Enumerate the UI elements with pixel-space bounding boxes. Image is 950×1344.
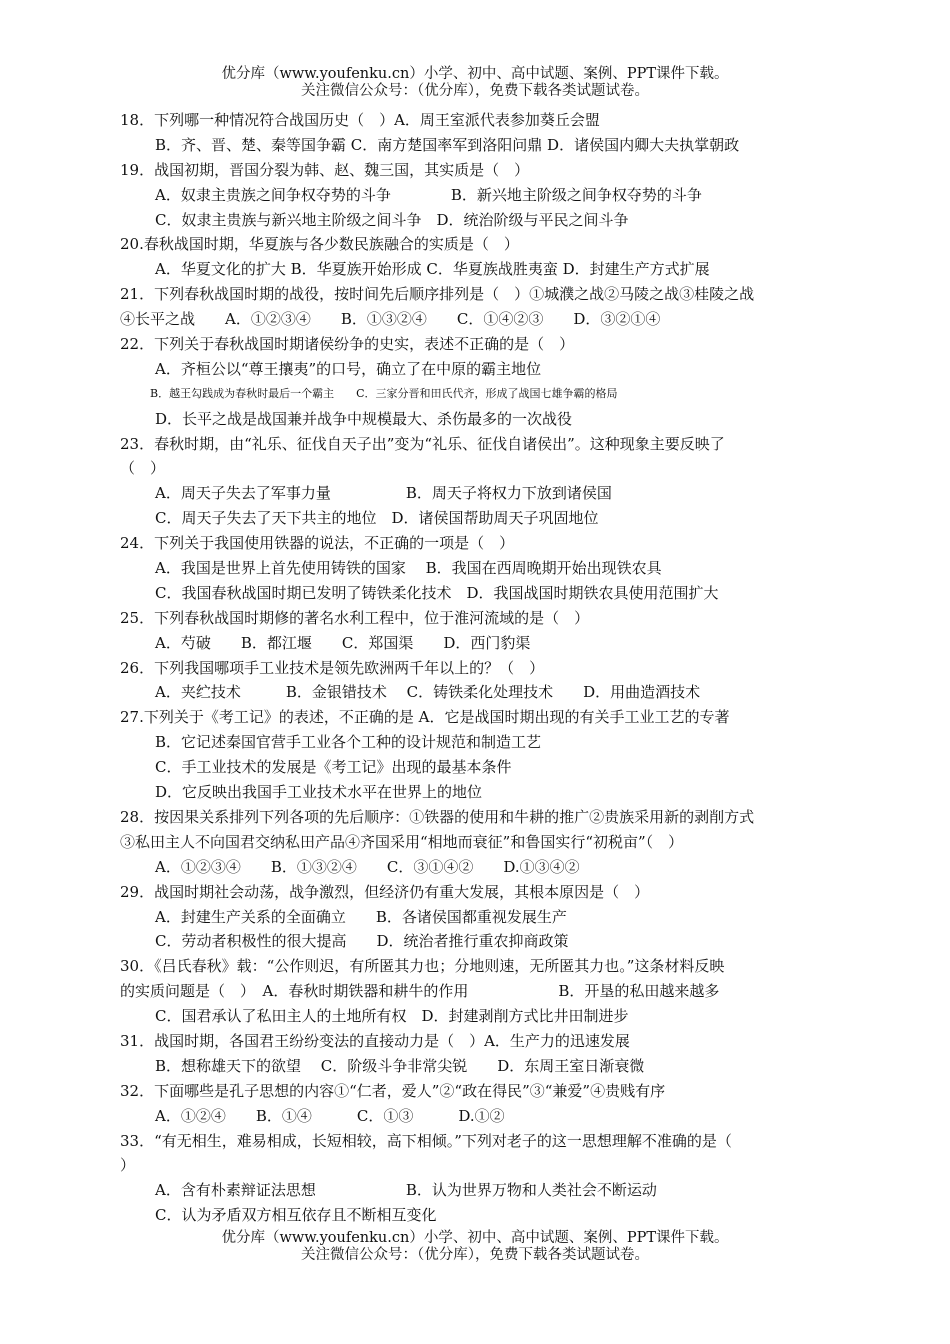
footer-line-2: 关注微信公众号：（优分库），免费下载各类试题试卷。	[301, 1247, 649, 1263]
question-24-options-cd: C．我国春秋战国时期已发明了铸铁柔化技术 D．我国战国时期铁农具使用范围扩大	[155, 583, 719, 602]
question-20-options: A．华夏文化的扩大 B．华夏族开始形成 C．华夏族战胜夷蛮 D．封建生产方式扩展	[155, 260, 710, 279]
question-31-options: B．想称雄天下的欲望 C．阶级斗争非常尖锐 D．东周王室日渐衰微	[155, 1056, 645, 1075]
question-19: 19．战国初期，晋国分裂为韩、赵、魏三国，其实质是（ ）	[120, 160, 530, 179]
question-list	[120, 108, 840, 1228]
question-24-options-ab: A．我国是世界上首先使用铸铁的国家 B．我国在西周晚期开始出现铁农具	[155, 559, 662, 578]
question-29: 29．战国时期社会动荡，战争激烈，但经济仍有重大发展，其根本原因是（ ）	[120, 882, 650, 901]
question-24: 24．下列关于我国使用铁器的说法，不正确的一项是（ ）	[120, 534, 515, 553]
question-26-options: A．夹纻技术 B．金银错技术 C．铸铁柔化处理技术 D．用曲造酒技术	[155, 683, 701, 702]
question-27-option-d: D．它反映出我国手工业技术水平在世界上的地位	[155, 783, 483, 802]
question-27-option-b: B．它记述秦国官营手工业各个工种的设计规范和制造工艺	[155, 733, 542, 752]
question-32: 32．下面哪些是孔子思想的内容①“仁者，爱人”②“政在得民”③“兼爱”④贵贱有序	[120, 1081, 666, 1100]
question-22-options-bc: B．越王勾践成为春秋时最后一个霸主 C．三家分晋和田氏代齐，形成了战国七雄争霸的格局	[150, 386, 618, 400]
question-33-option-c: C．认为矛盾双方相互依存且不断相互变化	[155, 1206, 437, 1225]
question-33-options-ab: A．含有朴素辩证法思想 B．认为世界万物和人类社会不断运动	[155, 1181, 657, 1200]
page-header	[0, 66, 950, 100]
question-22-option-d: D．长平之战是战国兼并战争中规模最大、杀伤最多的一次战役	[155, 409, 573, 428]
question-22: 22．下列关于春秋战国时期诸侯纷争的史实，表述不正确的是（ ）	[120, 335, 575, 354]
question-23-options-cd: C．周天子失去了天下共主的地位 D．诸侯国帮助周天子巩固地位	[155, 509, 599, 528]
question-28-options: A．①②③④ B．①③②④ C．③①④② D.①③④②	[155, 857, 580, 876]
question-32-options: A．①②④ B．①④ C．①③ D.①②	[155, 1106, 505, 1125]
footer-line-1: 优分库（www.youfenku.cn）小学、初中、高中试题、案例、PPT课件下载。	[221, 1230, 729, 1246]
page-footer	[0, 1230, 950, 1264]
question-20: 20.春秋战国时期，华夏族与各少数民族融合的实质是（ ）	[120, 235, 519, 254]
question-33-paren: ）	[120, 1156, 136, 1175]
question-28: 28．按因果关系排列下列各项的先后顺序：①铁器的使用和牛耕的推广②贵族采用新的剥削方式	[120, 807, 755, 826]
header-line-1: 优分库（www.youfenku.cn）小学、初中、高中试题、案例、PPT课件下载。	[221, 66, 729, 82]
header-line-2: 关注微信公众号：（优分库），免费下载各类试题试卷。	[301, 83, 649, 99]
question-28-cont: ③私田主人不向国君交纳私田产品④齐国采用“相地而衰征”和鲁国实行“初税亩”（ ）	[120, 832, 684, 851]
question-25-options: A．芍破 B．都江堰 C．郑国渠 D．西门豹渠	[155, 633, 531, 652]
question-30-cont: 的实质问题是（ ） A．春秋时期铁器和耕牛的作用 B．开垦的私田越来越多	[120, 982, 720, 1001]
question-19-options-cd: C．奴隶主贵族与新兴地主阶级之间斗争 D．统治阶级与平民之间斗争	[155, 210, 629, 229]
question-26: 26．下列我国哪项手工业技术是领先欧洲两千年以上的？（ ）	[120, 658, 545, 677]
question-30-options-cd: C．国君承认了私田主人的土地所有权 D．封建剥削方式比井田制进步	[155, 1007, 629, 1026]
question-29-options-ab: A．封建生产关系的全面确立 B．各诸侯国都重视发展生产	[155, 907, 567, 926]
question-21: 21．下列春秋战国时期的战役，按时间先后顺序排列是（ ）①城濮之战②马陵之战③桂陵之战	[120, 285, 755, 304]
question-18: 18．下列哪一种情况符合战国历史（ ）A．周王室派代表参加葵丘会盟	[120, 111, 600, 129]
question-21-options: ④长平之战 A．①②③④ B．①③②④ C．①④②③ D．③②①④	[120, 310, 661, 329]
question-30: 30．《吕氏春秋》载：“公作则迟，有所匿其力也；分地则速，无所匿其力也。”这条材料反映	[120, 957, 725, 976]
question-23-options-ab: A．周天子失去了军事力量 B．周天子将权力下放到诸侯国	[155, 484, 612, 503]
question-27: 27.下列关于《考工记》的表述，不正确的是 A．它是战国时期出现的有关手工业工艺的专著	[120, 708, 730, 727]
question-23: 23．春秋时期，由“礼乐、征伐自天子出”变为“礼乐、征伐自诸侯出”。这种现象主要反映了	[120, 434, 725, 453]
question-18-options: B．齐、晋、楚、秦等国争霸 C．南方楚国率军到洛阳问鼎 D．诸侯国内卿大夫执掌朝政	[155, 135, 740, 154]
question-31: 31．战国时期，各国君王纷纷变法的直接动力是（ ）A．生产力的迅速发展	[120, 1031, 630, 1050]
question-29-options-cd: C．劳动者积极性的很大提高 D．统治者推行重农抑商政策	[155, 932, 569, 951]
question-23-paren: （ ）	[120, 459, 166, 478]
question-19-options-ab: A．奴隶主贵族之间争权夺势的斗争 B．新兴地主阶级之间争权夺势的斗争	[155, 185, 702, 204]
question-22-option-a: A．齐桓公以“尊王攘夷”的口号，确立了在中原的霸主地位	[155, 359, 542, 378]
question-33: 33．“有无相生，难易相成，长短相较，高下相倾。”下列对老子的这一思想理解不准确的是（	[120, 1131, 732, 1150]
question-27-option-c: C．手工业技术的发展是《考工记》出现的最基本条件	[155, 758, 512, 777]
question-25: 25．下列春秋战国时期修的著名水利工程中，位于淮河流域的是（ ）	[120, 608, 590, 627]
